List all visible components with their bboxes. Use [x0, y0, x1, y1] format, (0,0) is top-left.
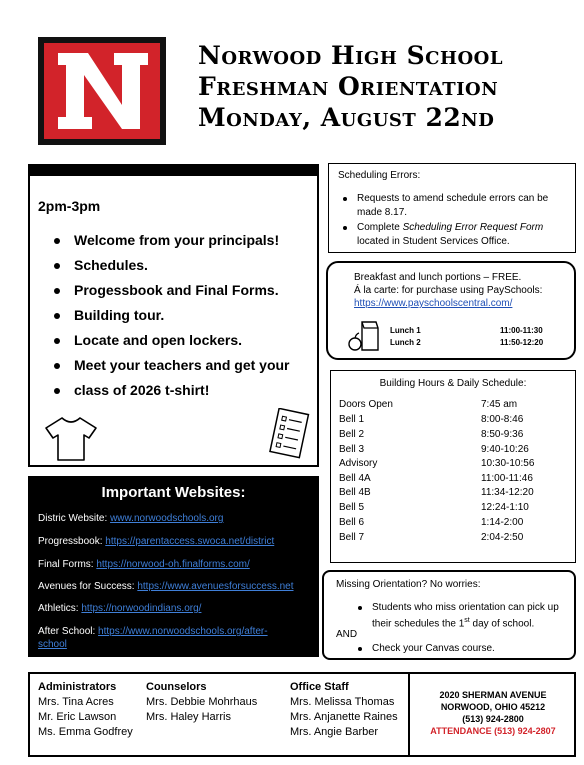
schedule-time: 11:00-11:46 — [481, 473, 533, 484]
website-label: Avenues for Success: — [38, 581, 135, 592]
agenda-item: Schedules. — [54, 253, 290, 278]
schedule-time: 8:50-9:36 — [481, 429, 524, 440]
lunch-1-label: Lunch 1 — [390, 326, 421, 335]
website-label: Progressbook: — [38, 536, 103, 547]
website-link[interactable]: www.norwoodschools.org — [110, 513, 224, 524]
administrators-heading: Administrators — [38, 681, 117, 693]
scheduling-list — [343, 192, 573, 250]
scheduling-item — [343, 221, 573, 249]
important-websites-box — [28, 476, 319, 657]
form-name: Scheduling Error Request Form — [402, 222, 544, 233]
counselors-column — [146, 680, 257, 725]
agenda-item-continued: class of 2026 t-shirt! — [54, 378, 290, 403]
scheduling-item-text: located in Student Services Office. — [357, 236, 510, 247]
orientation-agenda-box — [28, 164, 319, 467]
schedule-time: 12:24-1:10 — [481, 502, 529, 513]
website-row-progressbook — [38, 535, 274, 548]
website-link[interactable]: https://norwood-oh.finalforms.com/ — [96, 559, 250, 570]
staff-name: Mrs. Haley Harris — [146, 711, 231, 723]
missing-orientation-box — [322, 570, 576, 660]
schedule-time: 9:40-10:26 — [481, 444, 529, 455]
meals-free-text: Breakfast and lunch portions – FREE. — [354, 272, 522, 283]
schedule-name: Bell 2 — [339, 429, 365, 440]
schedule-time: 8:00-8:46 — [481, 414, 524, 425]
schedule-name: Doors Open — [339, 399, 393, 410]
staff-name: Mrs. Anjanette Raines — [290, 711, 398, 723]
website-link[interactable]: https://norwoodindians.org/ — [81, 603, 202, 614]
missing-text-part: day of school. — [469, 618, 535, 630]
lunch-1-time: 11:00-11:30 — [500, 326, 543, 335]
school-logo — [38, 37, 166, 145]
schedule-name: Bell 5 — [339, 502, 365, 513]
schedule-time: 7:45 am — [481, 399, 518, 410]
website-row-athletics — [38, 602, 201, 615]
schedule-time: 10:30-10:56 — [481, 458, 535, 469]
staff-name: Mr. Eric Lawson — [38, 711, 117, 723]
website-row-afterschool — [38, 625, 268, 651]
payschools-link[interactable]: https://www.payschoolscentral.com/ — [354, 298, 513, 309]
website-row-avenues — [38, 580, 294, 593]
agenda-item: Building tour. — [54, 303, 290, 328]
bullet — [358, 606, 362, 610]
schedule-time: 11:34-12:20 — [481, 487, 534, 498]
website-link[interactable]: https://www.norwoodschools.org/after- — [98, 626, 268, 637]
lunch-2-label: Lunch 2 — [390, 338, 421, 347]
address-city: NORWOOD, OHIO 45212 — [440, 702, 546, 712]
checklist-icon — [268, 408, 310, 460]
staff-name: Mrs. Debbie Mohrhaus — [146, 696, 258, 708]
schedule-time: 1:14-2:00 — [481, 517, 524, 528]
missing-heading: Missing Orientation? No worries: — [336, 579, 481, 590]
website-row-district — [38, 512, 223, 525]
staff-contact-box — [28, 672, 576, 757]
schedule-name: Bell 1 — [339, 414, 365, 425]
missing-text: Students who miss orientation can pick up — [372, 602, 559, 613]
staff-name: Mrs. Tina Acres — [38, 696, 114, 708]
missing-text-part: their schedules the 1 — [372, 618, 465, 630]
title-line-event: Freshman Orientation — [198, 72, 499, 101]
website-row-finalforms — [38, 558, 250, 571]
meals-box — [326, 261, 576, 360]
schedule-name: Advisory — [339, 458, 378, 469]
agenda-item: Locate and open lockers. — [54, 328, 290, 353]
hours-heading: Building Hours & Daily Schedule: — [379, 378, 527, 389]
website-label: Distric Website: — [38, 513, 108, 524]
main-phone: (513) 924-2800 — [462, 714, 524, 724]
missing-and: AND — [336, 629, 358, 640]
schedule-name: Bell 4B — [339, 487, 371, 498]
scheduling-item-text: Complete — [357, 222, 403, 233]
attendance-phone: ATTENDANCE (513) 924-2807 — [430, 726, 556, 736]
office-staff-column — [290, 680, 398, 740]
lunch-2-time: 11:50-12:20 — [500, 338, 544, 347]
staff-name: Ms. Emma Godfrey — [38, 726, 133, 738]
staff-name: Mrs. Angie Barber — [290, 726, 379, 738]
scheduling-errors-box — [328, 163, 576, 253]
agenda-item: Progessbook and Final Forms. — [54, 278, 290, 303]
tshirt-icon — [42, 414, 100, 464]
agenda-item: Welcome from your principals! — [54, 228, 290, 253]
staff-name: Mrs. Melissa Thomas — [290, 696, 395, 708]
office-heading: Office Staff — [290, 681, 349, 693]
website-label: After School: — [38, 626, 96, 637]
administrators-column — [38, 680, 133, 740]
building-hours-box — [330, 370, 576, 563]
lunch-bag-icon — [344, 318, 384, 354]
logo-n-icon — [44, 43, 160, 139]
address-street: 2020 SHERMAN AVENUE — [439, 690, 547, 700]
websites-heading: Important Websites: — [101, 484, 246, 501]
missing-canvas-text: Check your Canvas course. — [372, 643, 495, 654]
title-line-date: Monday, August 22nd — [198, 103, 495, 132]
ordinal-suffix: st — [464, 617, 470, 624]
missing-text-continued — [372, 614, 534, 630]
apple-icon — [349, 338, 361, 350]
counselors-heading: Counselors — [146, 681, 207, 693]
website-label: Final Forms: — [38, 559, 94, 570]
meals-alacarte-text: Á la carte: for purchase using PaySchools: — [354, 285, 543, 296]
page-title — [198, 40, 578, 133]
schedule-name: Bell 4A — [339, 473, 371, 484]
scheduling-heading: Scheduling Errors: — [338, 170, 421, 181]
schedule-name: Bell 7 — [339, 532, 365, 543]
bullet — [358, 647, 362, 651]
agenda-item: Meet your teachers and get your — [54, 353, 290, 378]
title-line-school: Norwood High School — [198, 41, 504, 70]
website-link[interactable]: https://www.avenuesforsuccess.net — [137, 581, 294, 592]
schedule-time: 2:04-2:50 — [481, 532, 524, 543]
website-link[interactable]: https://parentaccess.swoca.net/district — [105, 536, 275, 547]
website-label: Athletics: — [38, 603, 79, 614]
website-link-continued[interactable]: school — [38, 639, 67, 650]
agenda-list — [54, 228, 290, 403]
agenda-time: 2pm-3pm — [38, 198, 101, 214]
schedule-name: Bell 3 — [339, 444, 365, 455]
schedule-name: Bell 6 — [339, 517, 365, 528]
scheduling-item: Requests to amend schedule errors can be made 8.17. — [343, 192, 573, 220]
school-address — [408, 674, 576, 755]
